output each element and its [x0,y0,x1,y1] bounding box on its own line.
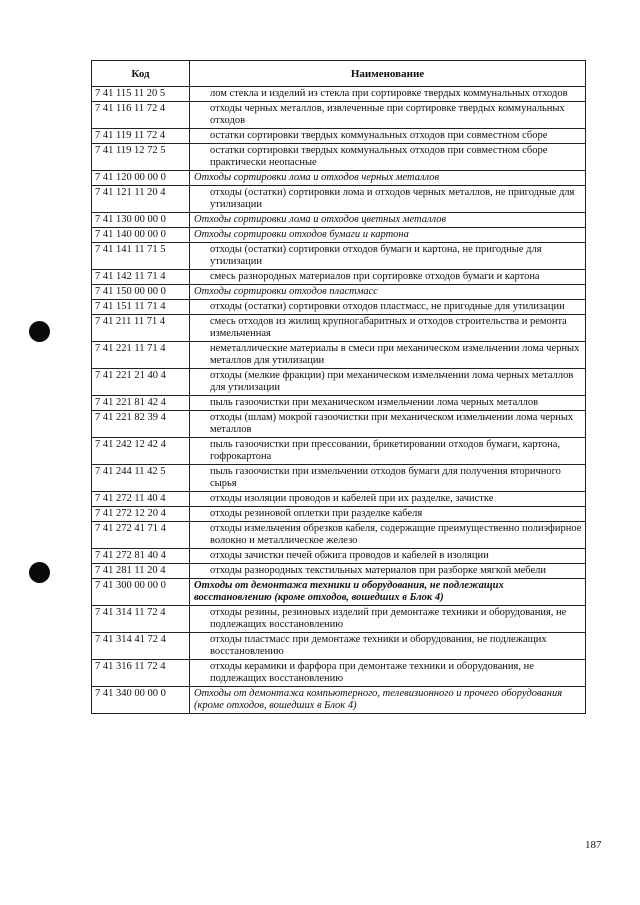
row-name: отходы резиновой оплетки при разделке кабеля [190,507,586,522]
column-header-code: Код [92,61,190,87]
row-code: 7 41 141 11 71 5 [92,243,190,270]
row-name: лом стекла и изделий из стекла при сортировке твердых коммунальных отходов [190,87,586,102]
table-row [92,342,586,369]
table-row [92,243,586,270]
table-row [92,549,586,564]
row-code: 7 41 142 11 71 4 [92,270,190,285]
row-code: 7 41 244 11 42 5 [92,465,190,492]
table-row [92,87,586,102]
row-code: 7 41 272 12 20 4 [92,507,190,522]
row-name: отходы пластмасс при демонтаже техники и оборудования, не подлежащих восстановлению [190,633,586,660]
row-code: 7 41 115 11 20 5 [92,87,190,102]
row-name: Отходы от демонтажа компьютерного, телевизионного и прочего оборудования (кроме отходов, вошедших в Блок 4) [190,687,586,714]
row-name: отходы изоляции проводов и кабелей при их разделке, зачистке [190,492,586,507]
table-row [92,171,586,186]
column-header-name: Наименование [190,61,586,87]
row-name: остатки сортировки твердых коммунальных отходов при совместном сборе практически неопасные [190,144,586,171]
table-row [92,285,586,300]
table-row [92,522,586,549]
row-code: 7 41 140 00 00 0 [92,228,190,243]
row-name: Отходы сортировки отходов пластмасс [190,285,586,300]
table-header-row [92,61,586,87]
row-code: 7 41 151 11 71 4 [92,300,190,315]
table-row [92,411,586,438]
row-code: 7 41 272 81 40 4 [92,549,190,564]
row-name: отходы измельчения обрезков кабеля, содержащие преимущественно полиэфирное волокно и металлическое железо [190,522,586,549]
table-row [92,564,586,579]
row-code: 7 41 150 00 00 0 [92,285,190,300]
binder-hole-bottom [29,562,50,583]
table-row [92,228,586,243]
row-code: 7 41 130 00 00 0 [92,213,190,228]
row-code: 7 41 314 41 72 4 [92,633,190,660]
row-name: отходы (остатки) сортировки лома и отходов черных металлов, не пригодные для утилизации [190,186,586,213]
waste-code-table [91,60,586,714]
row-name: смесь отходов из жилищ крупногабаритных и отходов строительства и ремонта измельченная [190,315,586,342]
table-row [92,465,586,492]
binder-hole-top [29,321,50,342]
row-name: отходы (мелкие фракции) при механическом измельчении лома черных металлов для утилизации [190,369,586,396]
table-row [92,300,586,315]
row-code: 7 41 116 11 72 4 [92,102,190,129]
row-name: отходы керамики и фарфора при демонтаже техники и оборудования, не подлежащих восстановлению [190,660,586,687]
row-name: Отходы сортировки лома и отходов цветных металлов [190,213,586,228]
row-code: 7 41 221 21 40 4 [92,369,190,396]
row-name: Отходы сортировки отходов бумаги и картона [190,228,586,243]
table-row [92,660,586,687]
row-name: смесь разнородных материалов при сортировке отходов бумаги и картона [190,270,586,285]
row-name: отходы разнородных текстильных материалов при разборке мягкой мебели [190,564,586,579]
table-row [92,606,586,633]
row-name: неметаллические материалы в смеси при механическом измельчении лома черных металлов для утилизации [190,342,586,369]
page-number: 187 [585,839,602,851]
row-code: 7 41 119 11 72 4 [92,129,190,144]
row-code: 7 41 221 82 39 4 [92,411,190,438]
row-name: отходы (остатки) сортировки отходов пластмасс, не пригодные для утилизации [190,300,586,315]
row-code: 7 41 316 11 72 4 [92,660,190,687]
table-row [92,213,586,228]
row-code: 7 41 281 11 20 4 [92,564,190,579]
table-row [92,507,586,522]
row-name: отходы черных металлов, извлеченные при сортировке твердых коммунальных отходов [190,102,586,129]
table-row [92,315,586,342]
row-name: Отходы от демонтажа техники и оборудования, не подлежащих восстановлению (кроме отходов, вошедших в Блок 4) [190,579,586,606]
table-row [92,144,586,171]
table-row [92,438,586,465]
table-row [92,633,586,660]
row-code: 7 41 300 00 00 0 [92,579,190,606]
table-row [92,396,586,411]
row-code: 7 41 211 11 71 4 [92,315,190,342]
row-name: пыль газоочистки при прессовании, брикетировании отходов бумаги, картона, гофрокартона [190,438,586,465]
row-name: пыль газоочистки при механическом измельчении лома черных металлов [190,396,586,411]
row-name: отходы резины, резиновых изделий при демонтаже техники и оборудования, не подлежащих восстановлению [190,606,586,633]
row-code: 7 41 242 12 42 4 [92,438,190,465]
row-name: отходы (остатки) сортировки отходов бумаги и картона, не пригодные для утилизации [190,243,586,270]
row-name: отходы зачистки печей обжига проводов и кабелей в изоляции [190,549,586,564]
row-name: Отходы сортировки лома и отходов черных металлов [190,171,586,186]
table-row [92,369,586,396]
row-code: 7 41 119 12 72 5 [92,144,190,171]
table-row [92,687,586,714]
table-row [92,492,586,507]
table-row [92,270,586,285]
row-code: 7 41 272 41 71 4 [92,522,190,549]
table-row [92,129,586,144]
table-row [92,579,586,606]
row-code: 7 41 340 00 00 0 [92,687,190,714]
row-name: остатки сортировки твердых коммунальных отходов при совместном сборе [190,129,586,144]
table-row [92,102,586,129]
row-name: пыль газоочистки при измельчении отходов бумаги для получения вторичного сырья [190,465,586,492]
row-code: 7 41 314 11 72 4 [92,606,190,633]
row-code: 7 41 121 11 20 4 [92,186,190,213]
table-body [92,87,586,714]
row-code: 7 41 272 11 40 4 [92,492,190,507]
row-code: 7 41 221 81 42 4 [92,396,190,411]
table-row [92,186,586,213]
row-name: отходы (шлам) мокрой газоочистки при механическом измельчении лома черных металлов [190,411,586,438]
row-code: 7 41 221 11 71 4 [92,342,190,369]
row-code: 7 41 120 00 00 0 [92,171,190,186]
